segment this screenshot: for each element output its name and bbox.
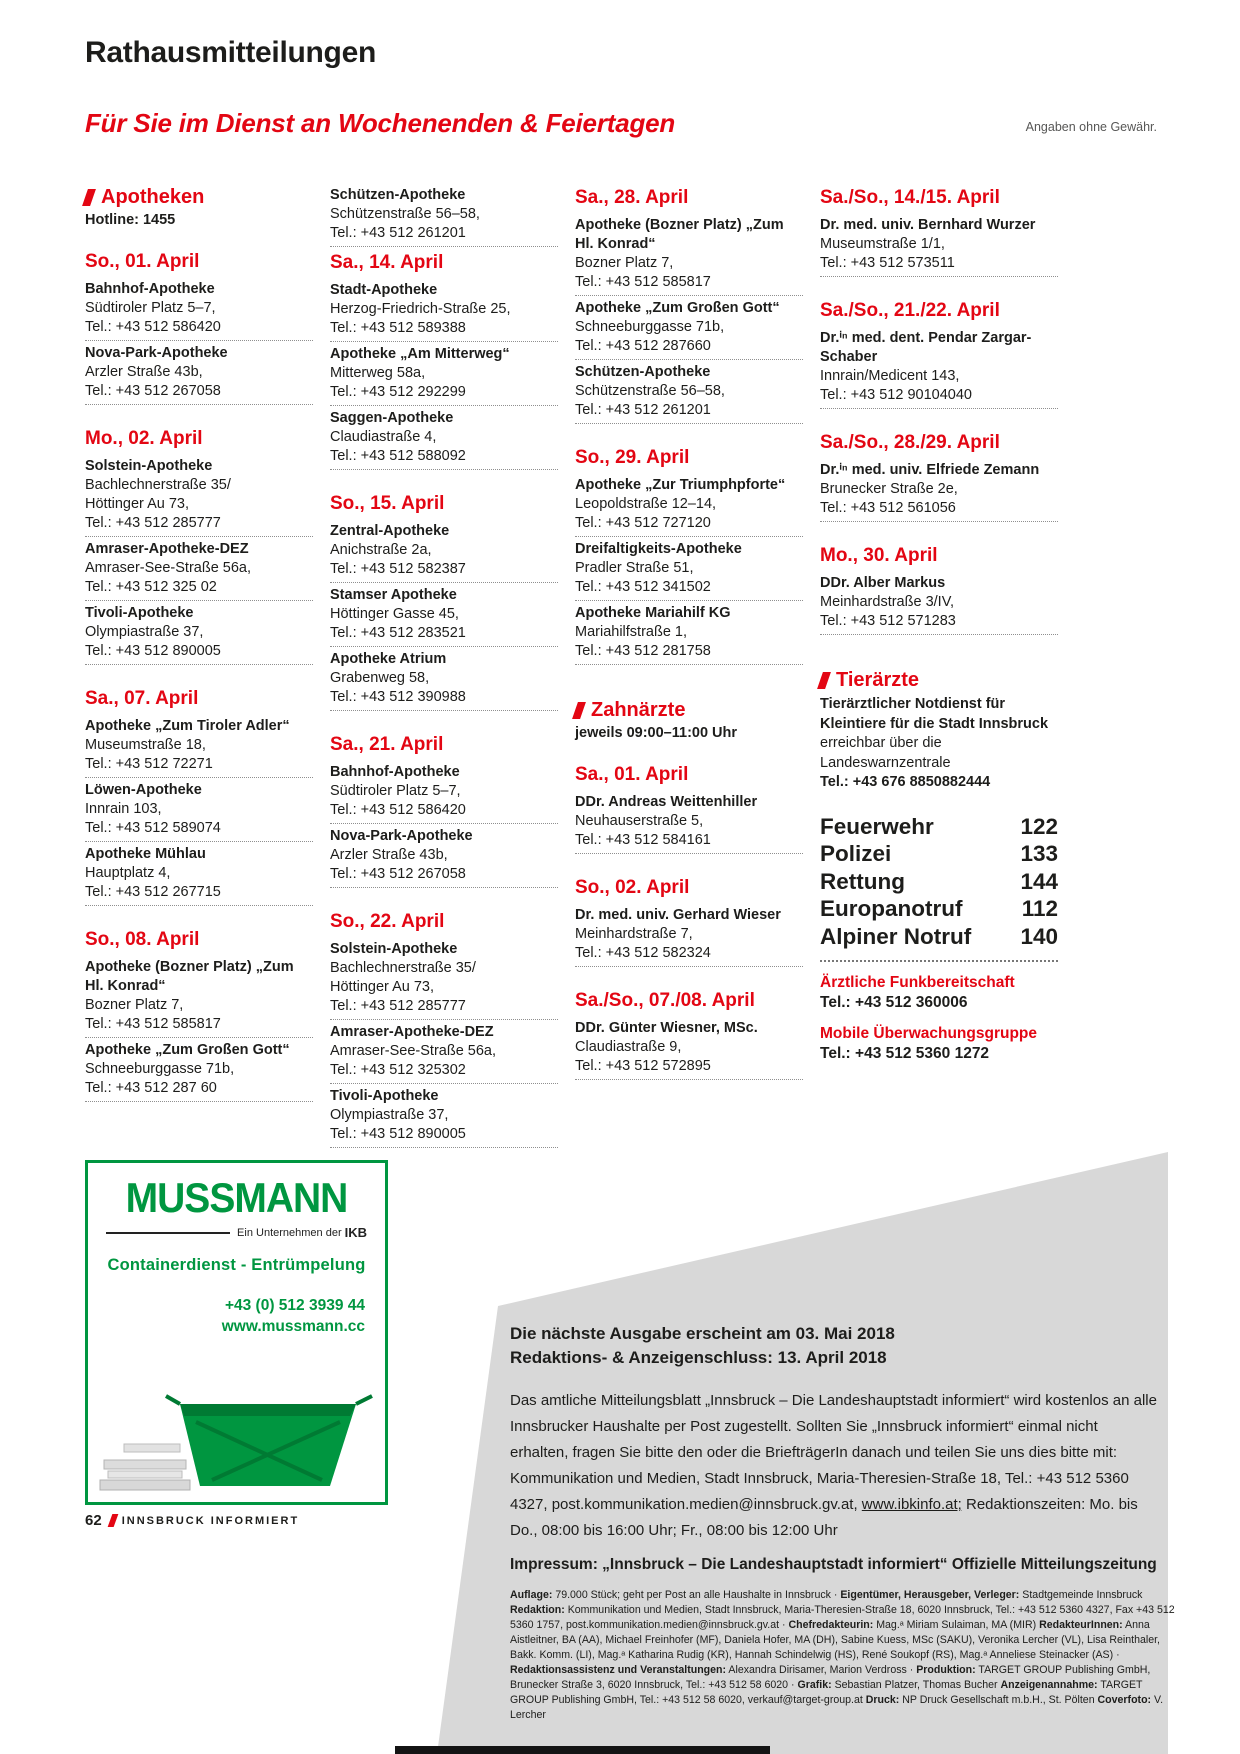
date-heading: So., 15. April: [330, 493, 445, 514]
emergency-number: 133: [1020, 841, 1058, 866]
entry-line: Tel.: +43 512 589388: [330, 320, 466, 336]
footer-brand: INNSBRUCK INFORMIERT: [121, 1514, 300, 1527]
date-heading: Sa., 01. April: [575, 764, 689, 785]
entry-line: Tel.: +43 512 584161: [575, 832, 711, 848]
entry-line: Tel.: +43 512 727120: [575, 515, 711, 531]
section-title-row: [85, 108, 1157, 139]
entry-line: Pradler Straße 51,: [575, 560, 694, 576]
entry-line: Höttinger Gasse 45,: [330, 606, 459, 622]
emergency-label: Europanotruf: [820, 896, 963, 921]
entry-line: Tel.: +43 512 281758: [575, 643, 711, 659]
listing-entry: [85, 1041, 313, 1102]
entry-line: Schneeburggasse 71b,: [575, 319, 725, 335]
column-apotheken-zahnaerzte: [575, 186, 803, 1083]
listing-entry: [330, 1023, 558, 1084]
date-heading: So., 29. April: [575, 447, 690, 468]
footer-slash-icon: [107, 1514, 118, 1527]
page-title: Rathausmitteilungen: [85, 36, 376, 69]
entry-line: Tel.: +43 512 285777: [330, 998, 466, 1014]
entry-line: Tel.: +43 512 588092: [330, 448, 466, 464]
entry-line: Amraser-See-Straße 56a,: [85, 560, 252, 576]
listing-entry: [575, 476, 803, 537]
entry-line: Tel.: +43 512 572895: [575, 1058, 711, 1074]
listing-entry: [575, 906, 803, 967]
listing-entry: [85, 344, 313, 405]
listing-entry: [330, 650, 558, 711]
entry-line: Neuhauserstraße 5,: [575, 813, 704, 829]
entry-name: Apotheke (Bozner Platz) „Zum Hl. Konrad“: [575, 217, 784, 252]
entry-line: Tel.: +43 512 586420: [85, 319, 221, 335]
distribution-paragraph: Das amtliche Mitteilungsblatt „Innsbruck – Die Landeshauptstadt informiert“ wird kostenlos an alle Innsbrucker Haushalte per Post zugestellt. Sollten Sie „Innsbruck informiert“ einmal nicht erhalten, fragen Sie bitte den oder die BriefträgerIn danach und teilen Sie uns dies bitte mit: Kommunikation und Medien, Stadt Innsbruck, Maria-Theresien-Straße 18, Tel.: +43 512 5360 4327, post.kommunikation.medien@innsbruck.gv.at, www.ibkinfo.at; Redaktionszeiten: Mo. bis Do., 08:00 bis 16:00 Uhr; Fr., 08:00 bis 12:00 Uhr: [510, 1392, 1157, 1539]
date-heading: Mo., 30. April: [820, 545, 938, 566]
date-heading: Sa./So., 07./08. April: [575, 990, 755, 1011]
entry-name: Löwen-Apotheke: [85, 782, 202, 798]
entry-line: Tel.: +43 512 261201: [575, 402, 711, 418]
entry-line: Arzler Straße 43b,: [85, 364, 203, 380]
listing-entry: [330, 827, 558, 888]
section-header: [575, 699, 803, 722]
service-contact-label: Ärztliche Funkbereitschaft: [820, 974, 1015, 991]
entry-line: Bozner Platz 7,: [575, 255, 674, 271]
listing-entry: [575, 299, 803, 360]
section-subtitle: Hotline: 1455: [85, 212, 176, 228]
date-heading: Mo., 02. April: [85, 428, 203, 449]
date-heading: Sa., 21. April: [330, 734, 444, 755]
emergency-number: 144: [1020, 868, 1058, 894]
listing-entry: [85, 781, 313, 842]
date-heading: Sa., 07. April: [85, 688, 199, 709]
entry-line: Hauptplatz 4,: [85, 865, 171, 881]
entry-line: Schützenstraße 56–58,: [330, 206, 480, 222]
section-title: Zahnärzte: [591, 699, 686, 721]
section-subtitle: jeweils 09:00–11:00 Uhr: [575, 725, 738, 741]
entry-name: Saggen-Apotheke: [330, 410, 454, 426]
entry-name: Apotheke Atrium: [330, 651, 447, 667]
next-issue-date-line: Die nächste Ausgabe erscheint am 03. Mai 2018: [510, 1324, 895, 1343]
listing-entry: [85, 845, 313, 906]
entry-line: Tel.: +43 512 325 02: [85, 579, 217, 595]
section-slash-icon: [817, 672, 831, 689]
emergency-number-row: [820, 813, 1058, 841]
entry-name: Apotheke „Zum Großen Gott“: [575, 300, 780, 316]
emergency-number: 112: [1021, 896, 1058, 921]
entry-name: Apotheke Mühlau: [85, 846, 206, 862]
entry-line: Tel.: +43 512 589074: [85, 820, 221, 836]
listing-entry: [575, 793, 803, 854]
listing-entry: [575, 1019, 803, 1080]
entry-line: Claudiastraße 4,: [330, 429, 437, 445]
page-subtitle: Für Sie im Dienst an Wochenenden & Feiertagen: [85, 108, 676, 138]
ad-tagline: [106, 1225, 367, 1240]
entry-line: Museumstraße 18,: [85, 737, 206, 753]
emergency-label: Feuerwehr: [820, 813, 934, 839]
listing-entry: [820, 216, 1058, 277]
entry-line: Herzog-Friedrich-Straße 25,: [330, 301, 511, 317]
entry-line: Tel.: +43 512 292299: [330, 384, 466, 400]
section-slash-icon: [572, 702, 586, 719]
entry-line: Tel.: +43 512 90104040: [820, 387, 972, 403]
mussmann-logo: MUSSMANN: [125, 1175, 348, 1222]
entry-name: Schützen-Apotheke: [330, 187, 466, 203]
listing-entry: [575, 216, 803, 296]
entry-line: Tel.: +43 512 72271: [85, 756, 213, 772]
listing-entry: [330, 763, 558, 824]
listing-entry: [330, 522, 558, 583]
listing-entry: [820, 574, 1058, 635]
entry-line: Olympiastraße 37,: [330, 1107, 449, 1123]
entry-line: Höttinger Au 73,: [85, 496, 189, 512]
entry-line: Bachlechnerstraße 35/: [85, 477, 231, 493]
impressum-fine-print: Auflage: 79.000 Stück; geht per Post an alle Haushalte in Innsbruck · Eigentümer, Herausgeber, Verleger: Stadtgemeinde Innsbruck Redaktion: Kommunikation und Medien, Stadt Innsbruck, Maria-Theresien-Straße 18, 6020 Innsbruck, Tel.: +43 512 5360 4327, Fax +43 512 5360 1757, post.kommunikation.medien@innsbruck.gv.at · Chefredakteurin: Mag.ᵃ Miriam Sulaiman, MA (MIR) RedakteurInnen: Anna Aistleitner, BA (AA), Michael Freinhofer (MF), Daniela Hofer, MA (DH), Sabine Kuess, MSc (SAKU), Veronika Lercher (VL), Lisa Reinthaler, Bakk. Komm. (LI), Mag.ᵃ Katharina Rudig (KR), Hannah Schindelwig (HS), René Soukopf (RS), Mag.ᵃ Anneliese Steinacker (AS) · Redaktionsassistenz und Veranstaltungen: Alexandra Dirisamer, Marion Verdross · Produktion: TARGET GROUP Publishing GmbH, Brunecker Straße 3, 6020 Innsbruck, Tel.: +43 512 58 6020 · Grafik: Sebastian Platzer, Thomas Bucher Anzeigenannahme: TARGET GROUP Publishing GmbH, Tel.: +43 512 58 6020, verkauf@target-group.at Druck: NP Druck Gesellschaft m.b.H., St. Pölten Coverfoto: V. Lercher: [510, 1589, 1175, 1721]
service-contact-tel: Tel.: +43 512 5360 1272: [820, 1045, 990, 1062]
entry-line: Arzler Straße 43b,: [330, 847, 448, 863]
entry-name: Apotheke „Zur Triumphpforte“: [575, 477, 786, 493]
section-note: Tierärztlicher Notdienst für Kleintiere für die Stadt Innsbruck erreichbar über die Landeswarnzentrale Tel.: +43 676 8850882444: [820, 696, 1049, 790]
entry-name: Tivoli-Apotheke: [330, 1088, 439, 1104]
emergency-number: 122: [1020, 813, 1058, 839]
ikb-logo: IKB: [344, 1225, 367, 1240]
section-slash-icon: [82, 189, 96, 206]
entry-line: Claudiastraße 9,: [575, 1039, 682, 1055]
entry-line: Brunecker Straße 2e,: [820, 481, 958, 497]
entry-line: Tel.: +43 512 341502: [575, 579, 711, 595]
listing-entry: [330, 281, 558, 342]
entry-name: Dreifaltigkeits-Apotheke: [575, 541, 742, 557]
listing-entry: [330, 186, 558, 247]
entry-name: Bahnhof-Apotheke: [85, 281, 215, 297]
entry-name: Apotheke „Am Mitterweg“: [330, 346, 510, 362]
ad-website: www.mussmann.cc: [221, 1318, 365, 1335]
entry-line: Tel.: +43 512 582387: [330, 561, 466, 577]
entry-line: Mariahilfstraße 1,: [575, 624, 688, 640]
entry-name: Dr.ⁱⁿ med. dent. Pendar Zargar-Schaber: [820, 330, 1032, 365]
entry-line: Tel.: +43 512 267715: [85, 884, 221, 900]
entry-line: Innrain 103,: [85, 801, 162, 817]
impressum-heading: Impressum: „Innsbruck – Die Landeshauptstadt informiert“ Offizielle Mitteilungszeitung: [510, 1556, 1157, 1573]
listing-entry: [575, 604, 803, 665]
listing-entry: [820, 461, 1058, 522]
column-apotheken-1: [85, 186, 313, 1105]
entry-line: Tel.: +43 512 325302: [330, 1062, 466, 1078]
listing-entry: [330, 345, 558, 406]
date-heading: So., 02. April: [575, 877, 690, 898]
listing-entry: [575, 363, 803, 424]
entry-line: Schneeburggasse 71b,: [85, 1061, 235, 1077]
entry-line: Museumstraße 1/1,: [820, 236, 945, 252]
next-issue-block: [510, 1322, 1160, 1370]
entry-line: Olympiastraße 37,: [85, 624, 204, 640]
entry-line: Tel.: +43 512 267058: [85, 383, 221, 399]
emergency-label: Polizei: [820, 841, 892, 866]
entry-line: Schützenstraße 56–58,: [575, 383, 725, 399]
listing-entry: [85, 457, 313, 537]
entry-line: Tel.: +43 512 267058: [330, 866, 466, 882]
entry-line: Tel.: +43 512 561056: [820, 500, 956, 516]
section-title: Tierärzte: [836, 669, 920, 691]
entry-line: Tel.: +43 512 585817: [85, 1016, 221, 1032]
entry-name: Dr.ⁱⁿ med. univ. Elfriede Zemann: [820, 462, 1040, 478]
entry-name: Tivoli-Apotheke: [85, 605, 194, 621]
disclaimer-note: Angaben ohne Gewähr.: [1025, 120, 1157, 134]
entry-line: Meinhardstraße 3/IV,: [820, 594, 955, 610]
service-contact-label: Mobile Überwachungsgruppe: [820, 1025, 1038, 1042]
entry-name: DDr. Günter Wiesner, MSc.: [575, 1020, 758, 1036]
entry-line: Tel.: +43 512 585817: [575, 274, 711, 290]
entry-line: Tel.: +43 512 582324: [575, 945, 711, 961]
bottom-black-bar: [395, 1746, 770, 1754]
emergency-number-row: [820, 868, 1058, 896]
skip-container-illustration: [94, 1374, 379, 1496]
date-heading: Sa., 14. April: [330, 252, 444, 273]
entry-line: Mitterweg 58a,: [330, 365, 426, 381]
listing-entry: [85, 540, 313, 601]
listing-entry: [330, 940, 558, 1020]
entry-name: DDr. Alber Markus: [820, 575, 946, 591]
listing-entry: [85, 958, 313, 1038]
date-heading: So., 08. April: [85, 929, 200, 950]
entry-line: Tel.: +43 512 571283: [820, 613, 956, 629]
entry-line: Bozner Platz 7,: [85, 997, 184, 1013]
date-heading: So., 22. April: [330, 911, 445, 932]
entry-line: Höttinger Au 73,: [330, 979, 434, 995]
listing-entry: [85, 604, 313, 665]
date-heading: Sa., 28. April: [575, 187, 689, 208]
entry-line: Tel.: +43 512 287660: [575, 338, 711, 354]
entry-line: Tel.: +43 512 890005: [85, 643, 221, 659]
entry-name: Stamser Apotheke: [330, 587, 457, 603]
date-heading: Sa./So., 14./15. April: [820, 187, 1000, 208]
date-heading: Sa./So., 28./29. April: [820, 432, 1000, 453]
column-apotheken-2: [330, 186, 558, 1151]
listing-entry: [330, 1087, 558, 1148]
section-title: Apotheken: [101, 186, 205, 208]
emergency-label: Alpiner Notruf: [820, 923, 972, 949]
entry-line: Bachlechnerstraße 35/: [330, 960, 476, 976]
entry-line: Tel.: +43 512 573511: [820, 255, 955, 271]
tagline-prefix: Ein Unternehmen der: [237, 1226, 342, 1239]
section-header: [85, 186, 313, 209]
entry-line: Südtiroler Platz 5–7,: [330, 783, 461, 799]
entry-name: Schützen-Apotheke: [575, 364, 711, 380]
entry-line: Tel.: +43 512 261201: [330, 225, 466, 241]
entry-name: Dr. med. univ. Gerhard Wieser: [575, 907, 781, 923]
entry-name: Dr. med. univ. Bernhard Wurzer: [820, 217, 1036, 233]
entry-name: Apotheke „Zum Tiroler Adler“: [85, 718, 290, 734]
entry-line: Tel.: +43 512 586420: [330, 802, 466, 818]
entry-line: Tel.: +43 512 890005: [330, 1126, 466, 1142]
entry-name: DDr. Andreas Weittenhiller: [575, 794, 758, 810]
emergency-number-row: [820, 923, 1058, 951]
column-zahnaerzte-tieraerzte-notrufe: [820, 186, 1058, 1064]
entry-name: Amraser-Apotheke-DEZ: [85, 541, 249, 557]
entry-line: Meinhardstraße 7,: [575, 926, 693, 942]
entry-line: Tel.: +43 512 283521: [330, 625, 466, 641]
entry-name: Nova-Park-Apotheke: [85, 345, 228, 361]
entry-name: Nova-Park-Apotheke: [330, 828, 473, 844]
page-footer: [85, 1512, 299, 1529]
page-number: 62: [85, 1512, 102, 1529]
entry-line: Amraser-See-Straße 56a,: [330, 1043, 497, 1059]
entry-name: Apotheke Mariahilf KG: [575, 605, 731, 621]
entry-name: Apotheke (Bozner Platz) „Zum Hl. Konrad“: [85, 959, 294, 994]
entry-line: Grabenweg 58,: [330, 670, 430, 686]
entry-name: Bahnhof-Apotheke: [330, 764, 460, 780]
entry-line: Leopoldstraße 12–14,: [575, 496, 717, 512]
entry-name: Apotheke „Zum Großen Gott“: [85, 1042, 290, 1058]
entry-name: Zentral-Apotheke: [330, 523, 450, 539]
entry-name: Stadt-Apotheke: [330, 282, 438, 298]
listing-entry: [575, 540, 803, 601]
listing-entry: [85, 280, 313, 341]
listing-entry: [330, 409, 558, 470]
entry-line: Tel.: +43 512 285777: [85, 515, 221, 531]
entry-line: Südtiroler Platz 5–7,: [85, 300, 216, 316]
tagline-rule: [106, 1232, 230, 1234]
listing-entry: [330, 586, 558, 647]
entry-name: Solstein-Apotheke: [85, 458, 213, 474]
emergency-numbers: [820, 813, 1058, 963]
entry-line: Anichstraße 2a,: [330, 542, 432, 558]
emergency-label: Rettung: [820, 868, 905, 894]
service-contact-tel: Tel.: +43 512 360006: [820, 994, 968, 1011]
section-header: [820, 669, 1058, 692]
date-heading: Sa./So., 21./22. April: [820, 300, 1000, 321]
ad-phone: +43 (0) 512 3939 44: [224, 1297, 365, 1314]
emergency-number-row: [820, 895, 1058, 923]
entry-line: Tel.: +43 512 287 60: [85, 1080, 217, 1096]
deadline-line: Redaktions- & Anzeigenschluss: 13. April 2018: [510, 1348, 887, 1367]
ad-service-line: Containerdienst - Entrümpelung: [107, 1256, 366, 1274]
listing-entry: [820, 329, 1058, 409]
entry-line: Tel.: +43 512 390988: [330, 689, 466, 705]
emergency-number-row: [820, 840, 1058, 868]
entry-line: Innrain/Medicent 143,: [820, 368, 960, 384]
date-heading: So., 01. April: [85, 251, 200, 272]
listing-entry: [85, 717, 313, 778]
entry-name: Amraser-Apotheke-DEZ: [330, 1024, 494, 1040]
entry-name: Solstein-Apotheke: [330, 941, 458, 957]
mussmann-ad: [85, 1160, 388, 1505]
emergency-number: 140: [1020, 923, 1058, 949]
